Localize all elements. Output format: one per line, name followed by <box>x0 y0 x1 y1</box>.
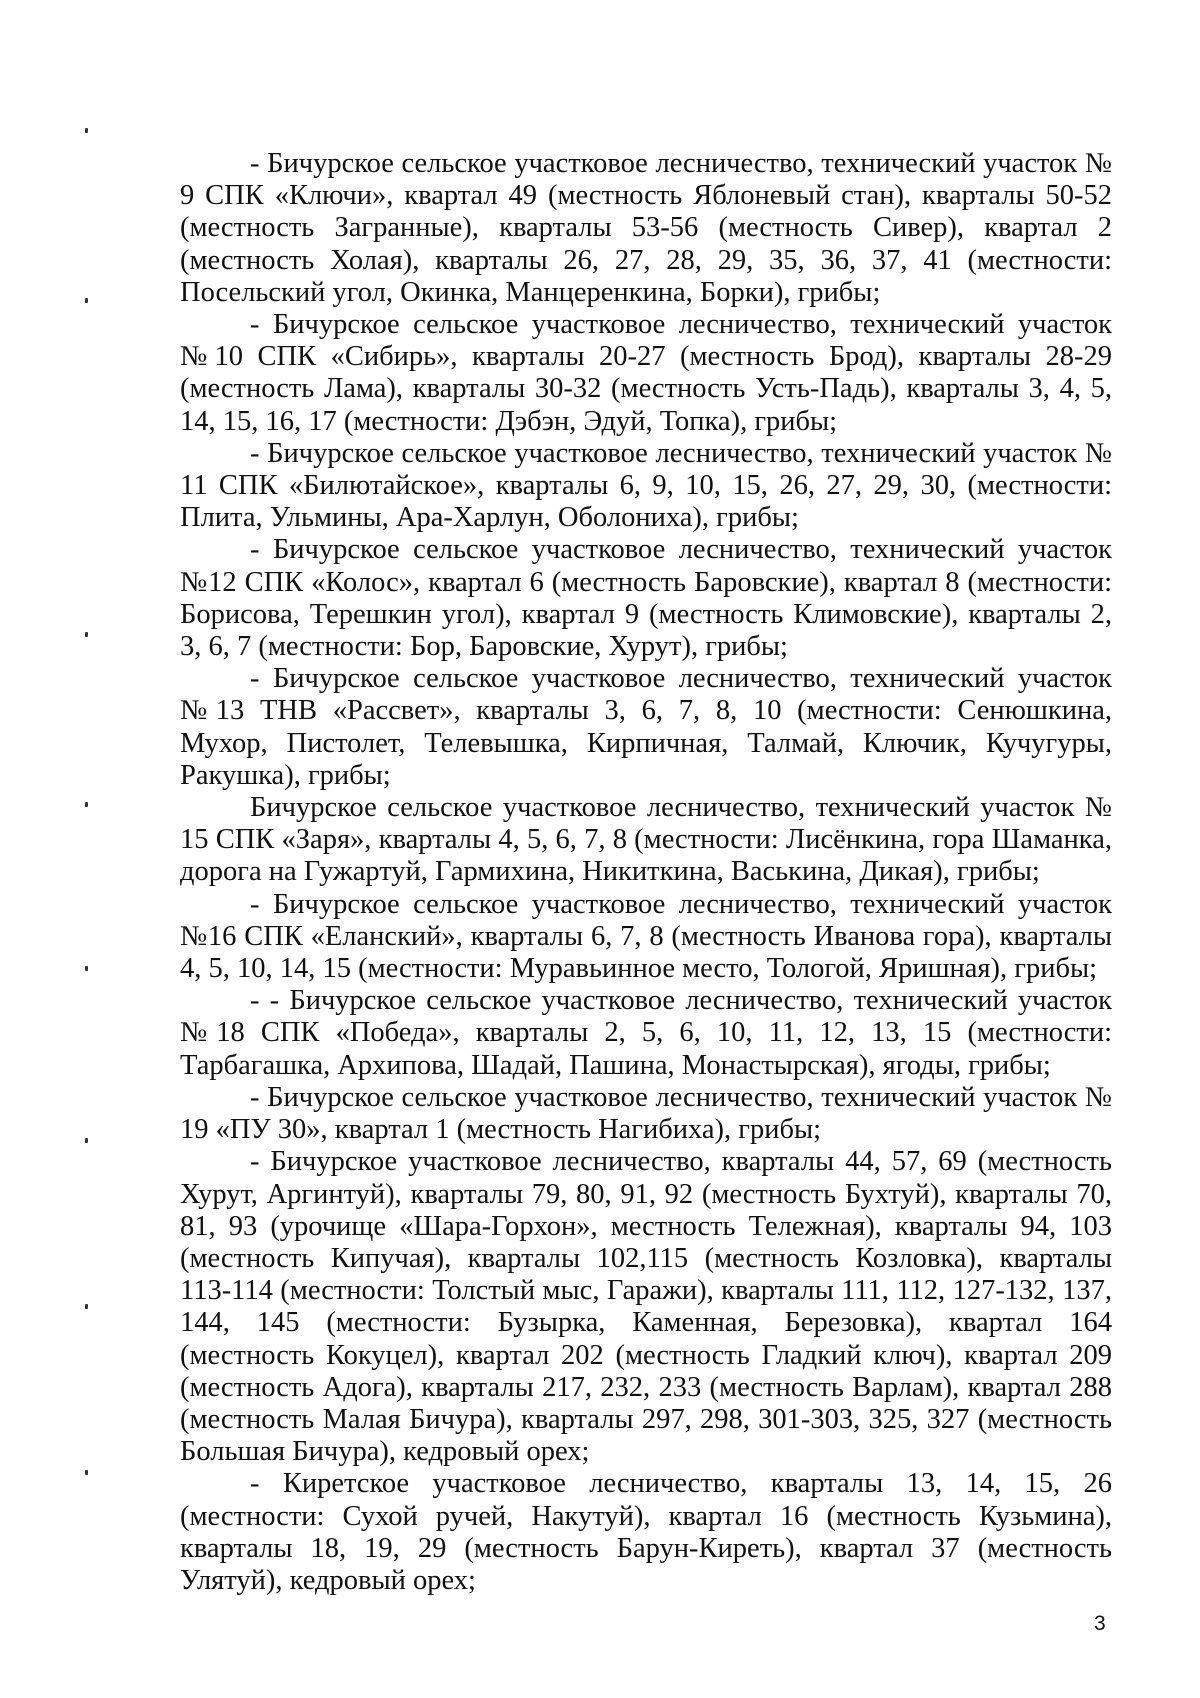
page-number: 3 <box>1094 1612 1106 1635</box>
paragraph-bichura-forestry: - Бичурское участковое лесничество, кварталы 44, 57, 69 (местность Хурут, Аргинтуй), кварталы 79, 80, 91, 92 (местность Бухтуй), кварталы 70, 81, 93 (урочище «Шара-Горхон», местность Тележная), кварталы 94, 103 (местность Кипучая), кварталы 102,115 (местность Козловка), кварталы 113-114 (местности: Толстый мыс, Гаражи), кварталы 111, 112, 127-132, 137, 144, 145 (местности: Бузырка, Каменная, Березовка), квартал 164 (местность Кокуцел), квартал 202 (местность Гладкий ключ), квартал 209 (местность Адога), кварталы 217, 232, 233 (местность Варлам), квартал 288 (местность Малая Бичура), кварталы 297, 298, 301-303, 325, 327 (местность Большая Бичура), кедровый орех; <box>180 1146 1112 1468</box>
paragraph-bichura-site-19: - Бичурское сельское участковое лесничество, технический участок № 19 «ПУ 30», квартал 1 (местность Нагибиха), грибы; <box>180 1081 1112 1146</box>
scan-mark <box>85 298 88 303</box>
scan-mark <box>85 128 88 133</box>
document-body <box>180 148 1112 1597</box>
scan-mark <box>85 1138 88 1143</box>
paragraph-bichura-site-12: - Бичурское сельское участковое лесничество, технический участок №12 СПК «Колос», квартал 6 (местность Баровские), квартал 8 (местности: Борисова, Терешкин угол), квартал 9 (местность Климовские), кварталы 2, 3, 6, 7 (местности: Бор, Баровские, Хурут), грибы; <box>180 534 1112 663</box>
paragraph-bichura-site-11: - Бичурское сельское участковое лесничество, технический участок № 11 СПК «Билютайское», кварталы 6, 9, 10, 15, 26, 27, 29, 30, (местности: Плита, Ульмины, Ара-Харлун, Оболониха), грибы; <box>180 437 1112 534</box>
paragraph-bichura-site-13: - Бичурское сельское участковое лесничество, технический участок №13 ТНВ «Рассвет», кварталы 3, 6, 7, 8, 10 (местности: Сенюшкина, Мухор, Пистолет, Телевышка, Кирпичная, Талмай, Ключик, Кучугуры, Ракушка), грибы; <box>180 663 1112 791</box>
paragraph-kiret-forestry: - Киретское участковое лесничество, кварталы 13, 14, 15, 26 (местности: Сухой ручей, Накутуй), квартал 16 (местность Кузьмина), кварталы 18, 19, 29 (местность Барун-Киреть), квартал 37 (местность Улятуй), кедровый орех; <box>180 1468 1112 1596</box>
scan-mark <box>85 632 88 637</box>
paragraph-bichura-site-9: - Бичурское сельское участковое лесничество, технический участок № 9 СПК «Ключи», квартал 49 (местность Яблоневый стан), кварталы 50-52 (местность Загранные), кварталы 53-56 (местность Сивер), квартал 2 (местность Холая), кварталы 26, 27, 28, 29, 35, 36, 37, 41 (местности: Посельский угол, Окинка, Манцеренкина, Борки), грибы; <box>180 148 1112 308</box>
paragraph-bichura-site-18: - - Бичурское сельское участковое лесничество, технический участок №18 СПК «Победа», кварталы 2, 5, 6, 10, 11, 12, 13, 15 (местности: Тарбагашка, Архипова, Шадай, Пашина, Монастырская), ягоды, грибы; <box>180 985 1112 1081</box>
scan-mark <box>85 1470 88 1475</box>
scan-mark <box>85 1304 88 1309</box>
scan-mark <box>85 966 88 971</box>
paragraph-bichura-site-16: - Бичурское сельское участковое лесничество, технический участок №16 СПК «Еланский», кварталы 6, 7, 8 (местность Иванова гора), кварталы 4, 5, 10, 14, 15 (местности: Муравьинное место, Тологой, Яришная), грибы; <box>180 888 1112 985</box>
paragraph-bichura-site-10: - Бичурское сельское участковое лесничество, технический участок №10 СПК «Сибирь», кварталы 20-27 (местность Брод), кварталы 28-29 (местность Лама), кварталы 30-32 (местность Усть-Падь), кварталы 3, 4, 5, 14, 15, 16, 17 (местности: Дэбэн, Эдуй, Топка), грибы; <box>180 309 1112 437</box>
paragraph-bichura-site-15: Бичурское сельское участковое лесничество, технический участок № 15 СПК «Заря», кварталы 4, 5, 6, 7, 8 (местности: Лисёнкина, гора Шаманка, дорога на Гужартуй, Гармихина, Никиткина, Васькина, Дикая), грибы; <box>180 792 1112 888</box>
scan-mark <box>85 802 88 807</box>
